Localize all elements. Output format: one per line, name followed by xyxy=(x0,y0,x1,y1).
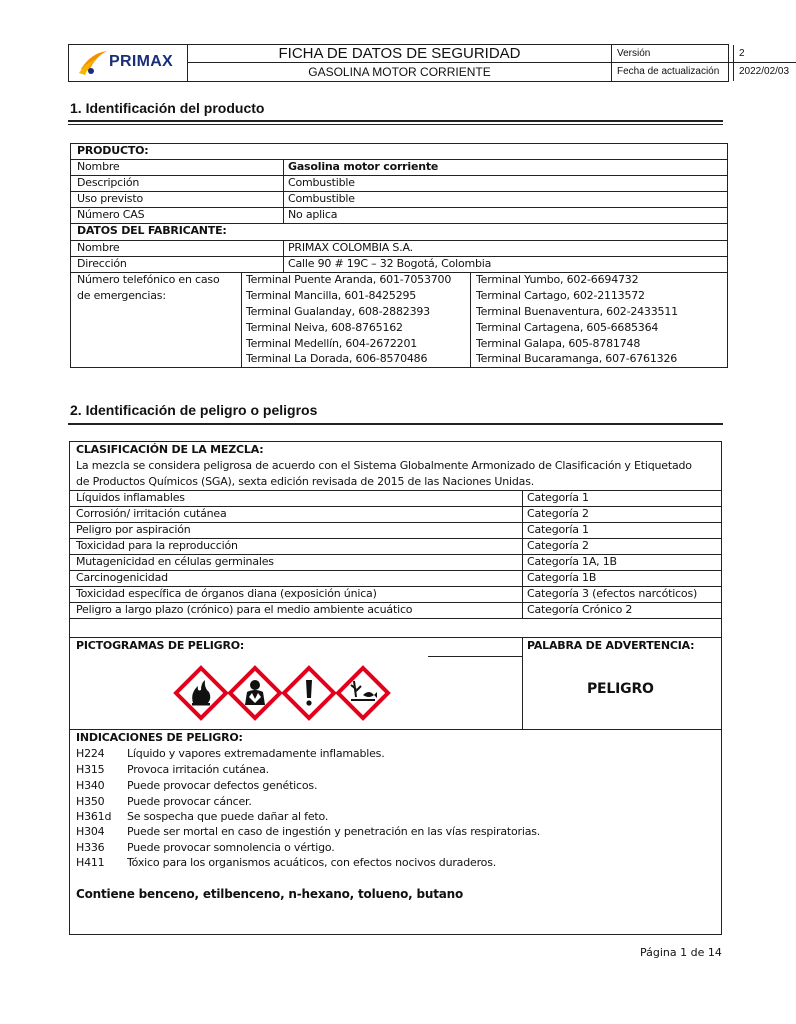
hazard-class: Toxicidad específica de órganos diana (exposición única) xyxy=(76,587,377,600)
document-title: FICHA DE DATOS DE SEGURIDAD xyxy=(188,45,612,63)
version-value: 2 xyxy=(734,45,796,63)
hazard-class: Carcinogenicidad xyxy=(76,571,168,584)
h-statement: Puede provocar defectos genéticos. xyxy=(127,779,318,792)
section-1-rule-thin xyxy=(68,124,723,125)
h-code: H350 xyxy=(76,795,105,808)
h-statement: Puede provocar cáncer. xyxy=(127,795,252,808)
h-statement: Puede provocar somnolencia o vértigo. xyxy=(127,841,335,854)
h-code: H340 xyxy=(76,779,105,792)
signal-word: PELIGRO xyxy=(587,681,654,697)
hazard-class: Líquidos inflamables xyxy=(76,491,185,504)
ghs-pictograms xyxy=(174,666,390,720)
document-subtitle: GASOLINA MOTOR CORRIENTE xyxy=(188,63,612,81)
palabra-header: PALABRA DE ADVERTENCIA: xyxy=(527,639,695,652)
h-statement: Tóxico para los organismos acuáticos, con efectos nocivos duraderos. xyxy=(127,856,497,869)
h-statement: Se sospecha que puede dañar al feto. xyxy=(127,810,329,823)
row-value: PRIMAX COLOMBIA S.A. xyxy=(288,241,413,254)
terminal-entry: Terminal Bucaramanga, 607-6761326 xyxy=(476,352,678,365)
terminal-entry: Terminal Neiva, 608-8765162 xyxy=(246,321,403,334)
hazard-class: Toxicidad para la reproducción xyxy=(76,539,238,552)
terminal-entry: Terminal Mancilla, 601-8425295 xyxy=(246,289,417,302)
row-value: Combustible xyxy=(288,192,355,205)
hazard-class: Corrosión/ irritación cutánea xyxy=(76,507,227,520)
clasificacion-header: CLASIFICACIÓN DE LA MEZCLA: xyxy=(76,443,264,456)
brand-name: PRIMAX xyxy=(109,53,174,70)
terminal-entry: Terminal Yumbo, 602-6694732 xyxy=(476,273,639,286)
brand-logo xyxy=(69,45,188,81)
h-statement: Líquido y vapores extremadamente inflamables. xyxy=(127,747,385,760)
exclamation-icon xyxy=(284,668,334,718)
section-2-rule xyxy=(68,423,723,425)
row-value: Gasolina motor corriente xyxy=(288,160,439,173)
terminal-entry: Terminal Galapa, 605-8781748 xyxy=(476,337,641,350)
h-code: H224 xyxy=(76,747,105,760)
row-label: Nombre xyxy=(77,241,120,254)
health-hazard-icon xyxy=(230,668,280,718)
terminal-entry: Terminal Medellín, 604-2672201 xyxy=(246,337,418,350)
hazard-class: Peligro por aspiración xyxy=(76,523,191,536)
hazard-class: Mutagenicidad en células germinales xyxy=(76,555,274,568)
row-value: No aplica xyxy=(288,208,338,221)
section-1-rule xyxy=(68,120,723,122)
hazard-category: Categoría Crónico 2 xyxy=(527,603,633,616)
row-label: Uso previsto xyxy=(77,192,143,205)
hazard-category: Categoría 1A, 1B xyxy=(527,555,617,568)
terminal-entry: Terminal Cartagena, 605-6685364 xyxy=(476,321,659,334)
h-code: H336 xyxy=(76,841,105,854)
terminal-entry: Terminal Cartago, 602-2113572 xyxy=(476,289,645,302)
pictogramas-header: PICTOGRAMAS DE PELIGRO: xyxy=(76,639,245,652)
row-label: Dirección xyxy=(77,257,127,270)
date-value: 2022/02/03 xyxy=(739,66,790,77)
h-code: H315 xyxy=(76,763,105,776)
environment-icon xyxy=(338,668,388,718)
row-label: Nombre xyxy=(77,160,120,173)
terminal-entry: Terminal La Dorada, 606-8570486 xyxy=(246,352,428,365)
row-value: Combustible xyxy=(288,176,355,189)
indicaciones-header: INDICACIONES DE PELIGRO: xyxy=(76,731,243,744)
fabricante-header: DATOS DEL FABRICANTE: xyxy=(77,224,227,237)
h-statement: Provoca irritación cutánea. xyxy=(127,763,269,776)
clasificacion-text: La mezcla se considera peligrosa de acuerdo con el Sistema Globalmente Armonizado de Clasificación y Etiquetado xyxy=(76,459,692,472)
row-value: Calle 90 # 19C – 32 Bogotá, Colombia xyxy=(288,257,492,270)
contains-note: Contiene benceno, etilbenceno, n-hexano, tolueno, butano xyxy=(76,887,464,901)
terminal-entry: Terminal Gualanday, 608-2882393 xyxy=(246,305,430,318)
row-label: Número CAS xyxy=(77,208,145,221)
date-label: Fecha de actualización xyxy=(612,63,734,81)
phone-label: Número telefónico en caso xyxy=(77,273,220,286)
hazard-category: Categoría 1B xyxy=(527,571,597,584)
product-identification-table xyxy=(70,143,728,368)
clasificacion-text: de Productos Químicos (SGA), sexta edición revisada de 2015 de las Naciones Unidas. xyxy=(76,475,535,488)
hazard-category: Categoría 2 xyxy=(527,507,589,520)
hazard-category: Categoría 1 xyxy=(527,491,589,504)
hazard-category: Categoría 2 xyxy=(527,539,589,552)
hazard-identification-table xyxy=(69,441,722,935)
row-label: Descripción xyxy=(77,176,140,189)
section-2-heading: 2. Identificación de peligro o peligros xyxy=(70,402,318,418)
h-code: H304 xyxy=(76,825,105,838)
section-1-heading: 1. Identificación del producto xyxy=(70,100,265,116)
hazard-class: Peligro a largo plazo (crónico) para el medio ambiente acuático xyxy=(76,603,413,616)
primax-logo-icon xyxy=(77,49,109,77)
h-statement: Puede ser mortal en caso de ingestión y penetración en las vías respiratorias. xyxy=(127,825,541,838)
version-label: Versión xyxy=(612,45,734,63)
producto-header: PRODUCTO: xyxy=(77,144,149,157)
page-number: Página 1 de 14 xyxy=(640,946,722,959)
phone-label: de emergencias: xyxy=(77,289,166,302)
h-code: H411 xyxy=(76,856,105,869)
flame-icon xyxy=(176,668,226,718)
terminal-entry: Terminal Puente Aranda, 601-7053700 xyxy=(246,273,452,286)
hazard-category: Categoría 3 (efectos narcóticos) xyxy=(527,587,698,600)
h-code: H361d xyxy=(76,810,112,823)
terminal-entry: Terminal Buenaventura, 602-2433511 xyxy=(476,305,678,318)
document-header xyxy=(68,44,790,82)
hazard-category: Categoría 1 xyxy=(527,523,589,536)
